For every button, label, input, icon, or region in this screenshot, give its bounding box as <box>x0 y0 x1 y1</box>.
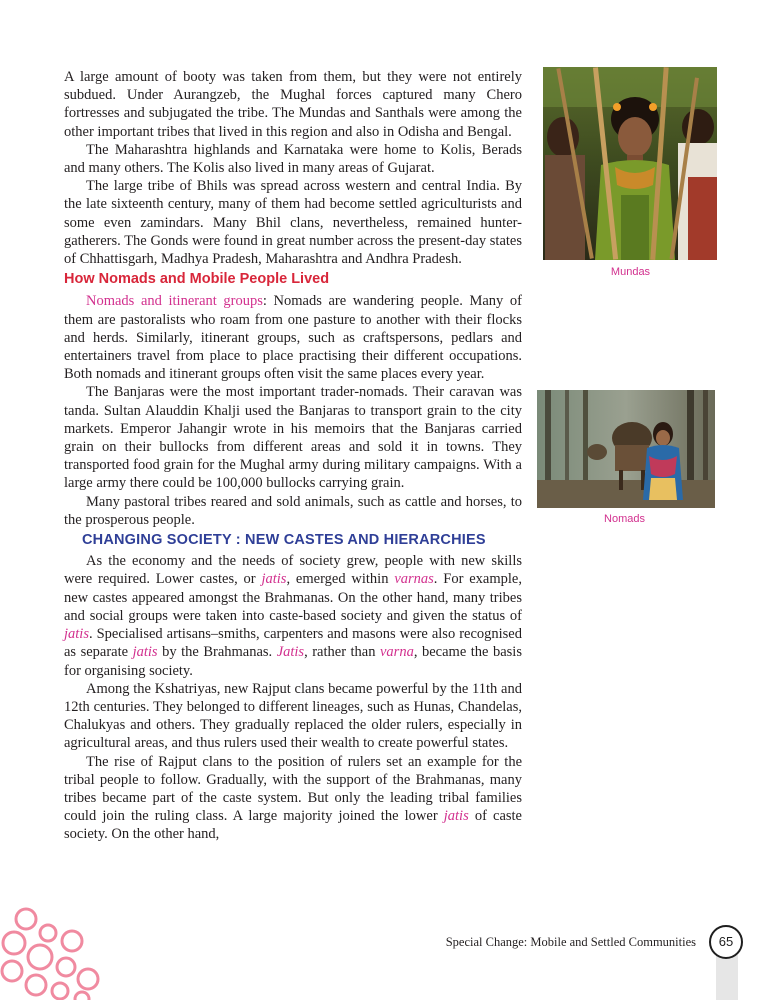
paragraph-rajput-rise <box>64 753 522 844</box>
castes-text-5: by the Brahmanas. <box>157 644 277 661</box>
term-varna: varna <box>380 644 414 661</box>
paragraph-nomads-text: : Nomads are wandering people. Many of them are pastoralists who roam from one pasture to another with their flocks and herds. Similarly, itinerant groups, such as craftspersons, pedlars and entertainers travel from place to place practising their different occupations. Both nomads and itinerant groups often visit the same places every year. <box>64 293 522 383</box>
heading-nomads: How Nomads and Mobile People Lived <box>64 271 330 288</box>
heading-changing-society: CHANGING SOCIETY : NEW CASTES AND HIERARCHIES <box>82 532 486 549</box>
castes-text-4: . Specialised artisans–smiths, carpenters and masons were also recognised as separate <box>64 626 522 661</box>
castes-text-2: , emerged within <box>286 571 395 588</box>
nomads-photo <box>537 390 715 508</box>
page-edge-tab <box>716 955 738 1000</box>
term-jatis-5: jatis <box>443 808 469 825</box>
mundas-photo-illustration <box>543 67 717 260</box>
rise-text-2: of caste society. On the other hand, <box>64 808 522 843</box>
rise-text-1: The rise of Rajput clans to the position of rulers set an example for the tribal people to follow. Gradually, with the support of the Brahmanas, many tribes became part of the caste system. But only the leading tribal families could join the ruling class. A large majority joined the lower <box>64 753 522 825</box>
paragraph-chero: A large amount of booty was taken from them, but they were not entirely subdued. Under Aurangzeb, the Mughal forces captured many Chero fortresses and subjugated the tribe. The Mundas and Santhals were among the other important tribes that lived in this region and also in Odisha and Bengal. <box>64 69 522 140</box>
main-text-column <box>64 68 522 844</box>
term-jatis-4: Jatis <box>276 644 305 661</box>
decorative-circles <box>0 905 110 1000</box>
castes-text-3: . For example, new castes appeared amongst the Brahmanas. On the other hand, many tribes and social groups were taken into caste-based society and given the status of <box>64 571 522 624</box>
paragraph-castes <box>64 552 522 679</box>
mundas-photo <box>543 67 717 260</box>
castes-text-7: , became the basis for organising society. <box>64 644 522 679</box>
term-jatis-1: jatis <box>261 571 287 588</box>
footer-chapter-title: Special Change: Mobile and Settled Communities <box>445 935 696 949</box>
mundas-caption: Mundas <box>610 266 651 278</box>
term-jatis-3: jatis <box>132 644 158 661</box>
paragraph-banjaras: The Banjaras were the most important trader-nomads. Their caravan was tanda. Sultan Alauddin Khalji used the Banjaras to transport grain to the city markets. Emperor Jahangir wrote in his memoirs that the Banjaras carried grain on their bullocks from different areas and sold it in towns. They transported food grain for the Mughal army during military campaigns. With a large army there could be 100,000 bullocks carrying grain. <box>64 384 522 492</box>
term-varnas: varnas <box>394 571 434 588</box>
castes-text-6: , rather than <box>304 644 380 661</box>
paragraph-pastoral: Many pastoral tribes reared and sold animals, such as cattle and horses, to the prosperous people. <box>64 493 522 528</box>
paragraph-nomads <box>64 292 522 383</box>
castes-text-1: As the economy and the needs of society grew, people with new skills were required. Lower castes, or <box>64 553 522 588</box>
paragraph-kshatriyas: Among the Kshatriyas, new Rajput clans became powerful by the 11th and 12th centuries. They belonged to different lineages, such as Hunas, Chandelas, Chalukyas and others. They gradually replaced the older rulers, especially in agricultural areas, and thus rulers used their wealth to create powerful states. <box>64 680 522 752</box>
term-jatis-2: jatis <box>64 626 89 643</box>
nomads-photo-illustration <box>537 390 715 508</box>
term-nomads: Nomads and itinerant groups <box>86 293 263 310</box>
paragraph-bhils: The large tribe of Bhils was spread across western and central India. By the late sixteenth century, many of them had become settled agriculturists and some even zamindars. Many Bhil clans, nevertheless, remained hunter-gatherers. The Gonds were found in great number across the present-day states of Chhattisgarh, Madhya Pradesh, Maharashtra and Andhra Pradesh. <box>64 178 522 268</box>
paragraph-kolis: The Maharashtra highlands and Karnataka were home to Kolis, Berads and many others. The Kolis also lived in many areas of Gujarat. <box>64 141 522 177</box>
nomads-caption: Nomads <box>604 513 645 525</box>
page-number: 65 <box>709 925 743 959</box>
